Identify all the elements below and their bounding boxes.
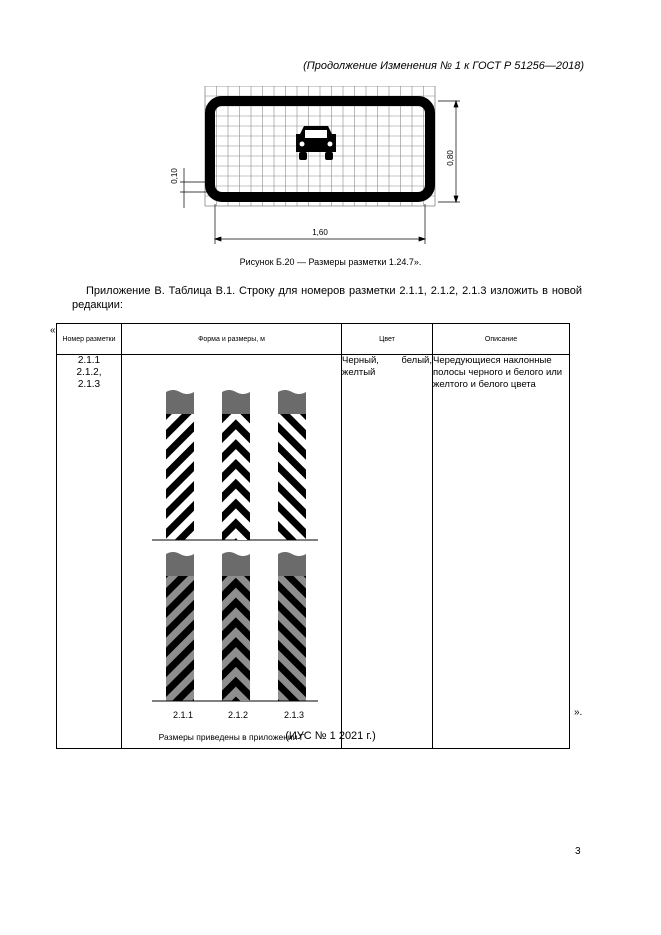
dim-height-label: 0,80 [446,150,455,166]
quote-close: ». [574,707,583,718]
post-grey-2-1-3 [278,576,306,701]
dim-width-label: 1,60 [312,228,328,237]
number-line: 2.1.3 [77,379,101,390]
quote-open: « [50,325,56,336]
th-shape: Форма и размеры, м [122,324,342,355]
post-grey-2-1-1-cap [166,552,194,576]
th-color: Цвет [342,324,433,355]
cell-shape [122,355,342,749]
cell-marking-numbers [57,355,122,749]
dim-width-line [215,204,425,244]
cell-color: Черный, белый, желтый [342,355,433,749]
post-label: 2.1.1 [173,710,194,720]
th-number: Номер разметки [57,324,122,355]
post-white-2-1-1-cap [166,390,194,414]
sizes-note: Размеры приведены в приложении Г [158,732,305,742]
number-line: 2.1.2, [76,367,102,378]
post-label: 2.1.2 [228,710,249,720]
posts-drawing [122,355,341,712]
post-grey-2-1-1 [166,576,194,701]
ius-footnote: (ИУС № 1 2021 г.) [285,730,376,742]
post-chevron-half [236,414,250,540]
post-white-2-1-3-cap [278,390,306,414]
post-chevron-half [236,576,250,701]
continuation-header: (Продолжение Изменения № 1 к ГОСТ Р 51256—2018) [303,60,584,72]
post-white-2-1-3 [278,414,306,540]
th-description: Описание [433,324,570,355]
car-icon [296,126,336,160]
dim-border-label: 0,10 [170,168,179,184]
page-number: 3 [575,846,581,857]
post-grey-2-1-2-cap [222,552,250,576]
paragraph-line-1: Приложение В. Таблица В.1. Строку для номеров разметки 2.1.1, 2.1.2, 2.1.3 изложить в новой [86,285,582,297]
table-row [57,355,570,749]
post-label: 2.1.3 [284,710,305,720]
amendment-paragraph [72,284,582,312]
post-white-2-1-1 [166,414,194,540]
number-line: 2.1.1 [77,355,101,366]
figure-caption: Рисунок Б.20 — Размеры разметки 1.24.7». [239,257,422,267]
post-white-2-1-2-cap [222,390,250,414]
table-header-row [57,324,570,355]
spec-table [56,323,570,749]
figure-marking-dimensions [160,86,470,246]
post-grey-2-1-3-cap [278,552,306,576]
cell-description: Чередующиеся наклонные полосы черного и белого или желтого и белого цвета [433,355,570,749]
paragraph-line-2: редакции: [72,299,123,311]
